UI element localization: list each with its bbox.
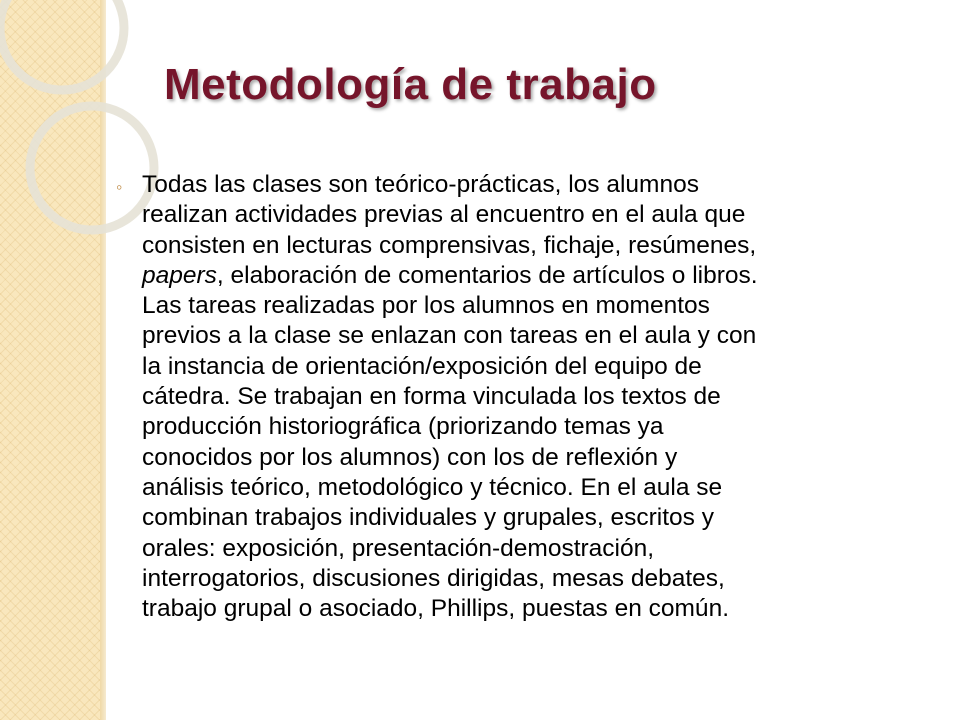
body-line: previos a la clase se enlazan con tareas en el aula y con — [142, 322, 757, 350]
body-line: análisis teórico, metodológico y técnico. En el aula se — [142, 473, 723, 501]
decorative-ring-bottom — [30, 106, 154, 230]
body-line: la instancia de orientación/exposición del equipo de — [142, 352, 702, 380]
body-line: conocidos por los alumnos) con los de reflexión y — [142, 443, 678, 471]
body-line: trabajo grupal o asociado, Phillips, puestas en común. — [142, 595, 729, 623]
body-line: Todas las clases son teórico-prácticas, los alumnos — [142, 171, 699, 198]
body-line: realizan actividades previas al encuentro en el aula que — [142, 201, 746, 229]
body-line: orales: exposición, presentación-demostración, — [142, 534, 655, 562]
body-line: producción historiográfica (priorizando temas ya — [142, 413, 664, 441]
decorative-ring-top — [0, 0, 124, 90]
slide-title: Metodología de trabajo — [164, 60, 657, 109]
body-line-text: , elaboración de comentarios de artículos o libros. — [216, 261, 758, 289]
body-line: consisten en lecturas comprensivas, fichaje, resúmenes, — [142, 231, 757, 259]
body-line — [142, 261, 942, 291]
body-line: combinan trabajos individuales y grupales, escritos y — [142, 504, 714, 532]
body-paragraph — [142, 170, 942, 624]
body-line: Las tareas realizadas por los alumnos en momentos — [142, 292, 710, 320]
emphasis-papers: papers — [142, 261, 217, 289]
body-line: cátedra. Se trabajan en forma vinculada los textos de — [142, 383, 721, 411]
bullet-icon: ◦ — [116, 177, 123, 197]
body-line: interrogatorios, discusiones dirigidas, mesas debates, — [142, 564, 725, 592]
